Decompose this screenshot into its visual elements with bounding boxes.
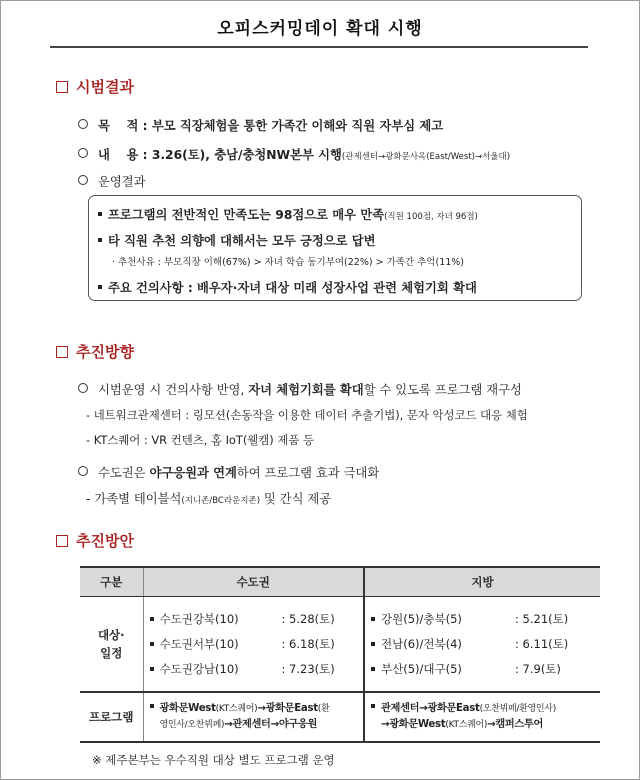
list-item	[150, 657, 363, 682]
regional-program-line-1	[371, 701, 596, 717]
section-heading-plan	[56, 530, 134, 551]
section-heading-result	[56, 76, 134, 97]
summary-item-3	[98, 278, 477, 296]
schedule-date: : 6.18(토)	[281, 637, 335, 651]
square-bullet-icon	[150, 617, 154, 621]
direction-p1-post: 할 수 있도록 프로그램 재구성	[363, 383, 522, 397]
summary-item-3-text: 주요 건의사항 : 배우자·자녀 대상 미래 성장사업 관련 체험기회 확대	[108, 281, 477, 295]
content-label: 내 용 :	[98, 148, 152, 162]
prog-regional-b: →광화문West	[381, 719, 446, 730]
direction-p1-sub2: - KT스퀘어 : VR 컨텐츠, 홈 IoT(웰캠) 제품 등	[86, 433, 314, 447]
schedule-date: : 5.28(토)	[281, 612, 335, 626]
schedule-name: 전남(6)/전북(4)	[381, 637, 462, 651]
circle-bullet-icon	[78, 175, 88, 185]
square-bullet-icon	[371, 704, 375, 708]
table-row-program	[80, 692, 600, 742]
square-bullet-icon	[98, 238, 102, 242]
circle-bullet-icon	[78, 148, 88, 158]
footnote: ※ 제주본부는 우수직원 대상 별도 프로그램 운영	[92, 753, 335, 767]
prog-regional-b-small: (KT스퀘어)	[445, 720, 488, 730]
square-bullet-icon	[150, 642, 154, 646]
square-bullet-icon	[371, 617, 375, 621]
purpose-label: 목 적 :	[98, 119, 152, 133]
metro-program-cell	[143, 692, 364, 742]
direction-p2-sub	[86, 489, 331, 507]
header-category: 구분	[80, 567, 143, 597]
direction-point-2	[78, 463, 379, 481]
plan-table	[80, 566, 600, 743]
schedule-date: : 5.21(토)	[515, 612, 569, 626]
section-box-icon	[56, 535, 68, 547]
content-text: 3.26(토), 충남/충청NW본부 시행	[151, 148, 342, 162]
ops-label: 운영결과	[98, 175, 146, 189]
prog-metro-a-small: (KT스퀘어)	[215, 704, 258, 714]
metro-program-line-2	[150, 717, 360, 733]
direction-p2-sub-post: 및 간식 제공	[260, 492, 332, 506]
schedule-name: 수도권강북(10)	[159, 612, 239, 626]
prog-regional-c: →캠퍼스투어	[487, 719, 544, 730]
purpose-text: 부모 직장체험을 통한 가족간 이해와 직원 자부심 제고	[151, 119, 444, 133]
schedule-date: : 6.11(토)	[515, 637, 569, 651]
ops-line	[78, 172, 146, 190]
summary-item-2	[98, 231, 376, 249]
prog-regional-a: 관제센터→광화문East	[381, 703, 480, 714]
schedule-name: 부산(5)/대구(5)	[381, 662, 462, 676]
summary-item-2-text: 타 직원 추천 의향에 대해서는 모두 긍정으로 답변	[108, 234, 376, 248]
direction-p2-bold: 야구응원과 연계	[149, 466, 237, 480]
square-bullet-icon	[150, 667, 154, 671]
direction-point-1	[78, 380, 522, 398]
header-regional: 지방	[364, 567, 600, 597]
square-bullet-icon	[98, 212, 102, 216]
prog-regional-a-small: (오찬뷔페/환영인사)	[479, 704, 556, 714]
circle-bullet-icon	[78, 383, 88, 393]
direction-p2-sub-small: (지니존/BC라운지존)	[181, 496, 261, 506]
square-bullet-icon	[371, 667, 375, 671]
section-box-icon	[56, 81, 68, 93]
prog-metro-b: →광화문East	[257, 703, 318, 714]
row-label-program: 프로그램	[80, 692, 143, 742]
header-metro: 수도권	[143, 567, 364, 597]
circle-bullet-icon	[78, 119, 88, 129]
prog-metro-a: 광화문West	[159, 703, 216, 714]
prog-metro-d: →관제센터→야구응원	[224, 719, 318, 730]
square-bullet-icon	[371, 642, 375, 646]
list-item	[150, 632, 363, 657]
list-item	[371, 657, 599, 682]
list-item	[150, 607, 363, 632]
direction-p2-post: 하여 프로그램 효과 극대화	[236, 466, 380, 480]
list-item	[371, 607, 599, 632]
schedule-name: 강원(5)/충북(5)	[381, 612, 462, 626]
section-heading-text: 추진방향	[76, 343, 134, 361]
schedule-date: : 7.9(토)	[515, 662, 561, 676]
summary-item-1	[98, 205, 478, 223]
direction-p2-sub-pre: - 가족별 테이블석	[86, 492, 182, 506]
square-bullet-icon	[98, 285, 102, 289]
schedule-name: 수도권강남(10)	[159, 662, 239, 676]
content-small: (관제센터→광화문사옥(East/West)→서울대)	[341, 152, 511, 162]
metro-schedule-cell	[143, 597, 364, 693]
purpose-line	[78, 116, 443, 134]
section-heading-text: 시범결과	[76, 78, 134, 96]
direction-p1-pre: 시범운영 시 건의사항 반영,	[98, 383, 249, 397]
list-item	[371, 632, 599, 657]
title-rule	[50, 46, 588, 48]
direction-p1-sub1: - 네트워크관제센터 : 링모션(손동작을 이용한 데이터 추출기법), 문자 악성코드 대응 체험	[86, 408, 528, 422]
summary-item-1-text: 프로그램의 전반적인 만족도는 98점으로 매우 만족	[108, 208, 385, 222]
schedule-date: : 7.23(토)	[281, 662, 335, 676]
schedule-name: 수도권서부(10)	[159, 637, 239, 651]
square-bullet-icon	[150, 704, 154, 708]
direction-p2-pre: 수도권은	[98, 466, 150, 480]
regional-program-cell	[364, 692, 600, 742]
section-heading-text: 추진방안	[76, 532, 134, 550]
metro-program-line-1	[150, 701, 360, 717]
table-row-schedule	[80, 597, 600, 693]
prog-metro-b-small: (환	[317, 704, 330, 714]
table-header-row	[80, 567, 600, 597]
summary-item-1-small: (직원 100점, 자녀 96점)	[384, 212, 478, 222]
content-line	[78, 145, 510, 163]
direction-p1-bold: 자녀 체험기회를 확대	[248, 383, 364, 397]
summary-item-2-sub: · 추천사유 : 부모직장 이해(67%) > 자녀 학습 동기부여(22%) > 가족간 추억(11%)	[112, 257, 465, 268]
prog-metro-c-small: 영인사/오찬뷔페)	[159, 720, 225, 730]
regional-program-line-2	[371, 717, 596, 733]
section-heading-direction	[56, 341, 134, 362]
circle-bullet-icon	[78, 466, 88, 476]
row-label-schedule: 대상· 일정	[80, 597, 143, 693]
section-box-icon	[56, 346, 68, 358]
document-title: 오피스커밍데이 확대 시행	[217, 19, 423, 39]
regional-schedule-cell	[364, 597, 600, 693]
